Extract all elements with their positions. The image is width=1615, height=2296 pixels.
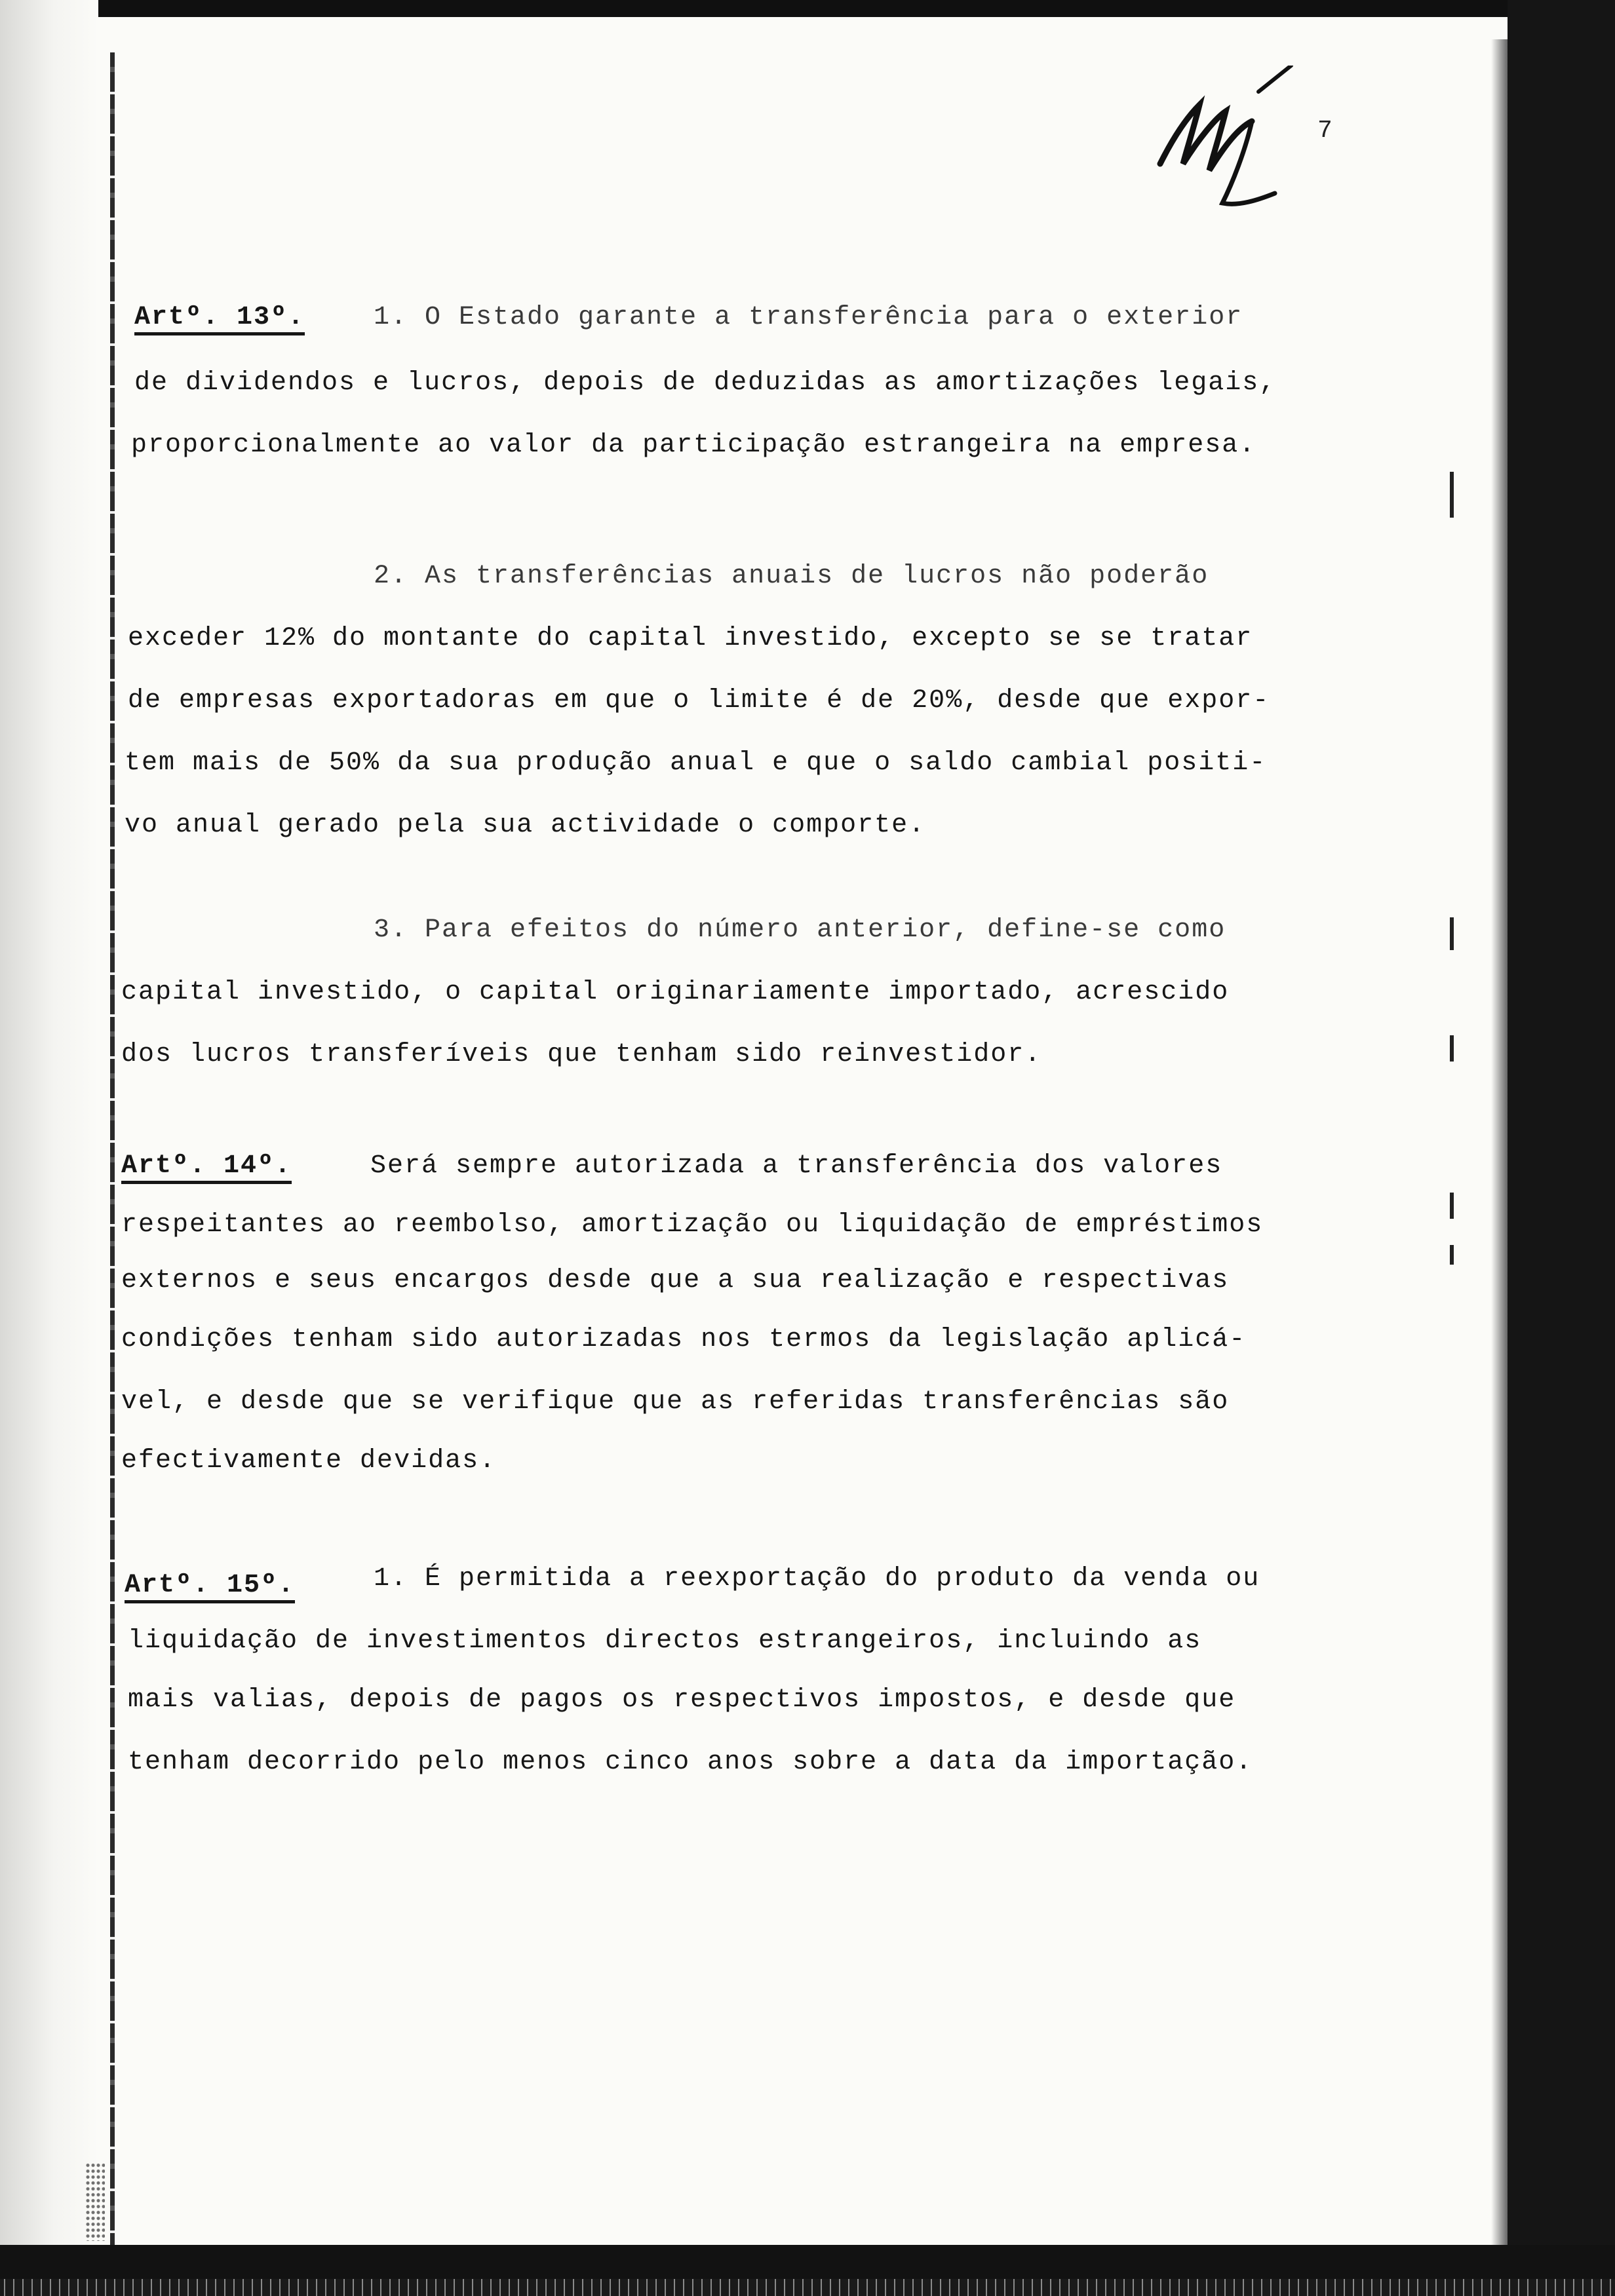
article-15-label: Artº. 15º. [125,1566,295,1603]
text-line: vo anual gerado pela sua actividade o comporte. [125,811,926,840]
text-line: condições tenham sido autorizadas nos termos da legislação aplicá- [121,1325,1247,1354]
text-line: efectivamente devidas. [121,1446,497,1476]
text-line: 1. O Estado garante a transferência para o exterior [374,303,1243,332]
text-line: de empresas exportadoras em que o limite é de 20%, desde que expor- [128,686,1270,716]
margin-mark [1450,1035,1454,1062]
scan-border-bottom-strip [0,2279,1615,2296]
text-line: Será sempre autorizada a transferência dos valores [370,1151,1223,1181]
text-line: exceder 12% do montante do capital investido, excepto se se tratar [128,624,1253,653]
margin-mark [1450,1245,1454,1265]
margin-mark [1450,1193,1454,1219]
text-line: liquidação de investimentos directos estrangeiros, incluindo as [128,1626,1202,1656]
text-line: tem mais de 50% da sua produção anual e que o saldo cambial positi- [125,748,1267,778]
scan-border-left [0,0,98,2296]
scan-border-right [1508,0,1615,2296]
article-14-label: Artº. 14º. [121,1147,292,1184]
handwritten-initials [1154,66,1304,216]
text-line: proporcionalmente ao valor da participação estrangeira na empresa. [131,430,1256,460]
margin-mark [1450,472,1454,518]
text-line: capital investido, o capital originariamente importado, acrescido [121,978,1230,1007]
text-line: dos lucros transferíveis que tenham sido reinvestidor. [121,1040,1042,1069]
article-13-label: Artº. 13º. [134,298,305,335]
text-line: mais valias, depois de pagos os respectivos impostos, e desde que [128,1685,1236,1715]
text-line: 1. É permitida a reexportação do produto da venda ou [374,1564,1260,1594]
text-line: 3. Para efeitos do número anterior, define-se como [374,915,1226,945]
page-number: 7 [1317,117,1333,145]
text-line: respeitantes ao reembolso, amortização ou liquidação de empréstimos [121,1210,1264,1240]
scan-noise [85,2162,105,2241]
scan-border-top [0,0,1615,17]
text-line: tenham decorrido pelo menos cinco anos sobre a data da importação. [128,1748,1253,1777]
text-line: 2. As transferências anuais de lucros não poderão [374,562,1209,591]
text-line: vel, e desde que se verifique que as referidas transferências são [121,1387,1230,1417]
margin-mark [1450,917,1454,950]
text-line: de dividendos e lucros, depois de deduzidas as amortizações legais, [134,368,1277,398]
text-line: externos e seus encargos desde que a sua realização e respectivas [121,1266,1230,1295]
binding-edge-line [110,52,115,2254]
